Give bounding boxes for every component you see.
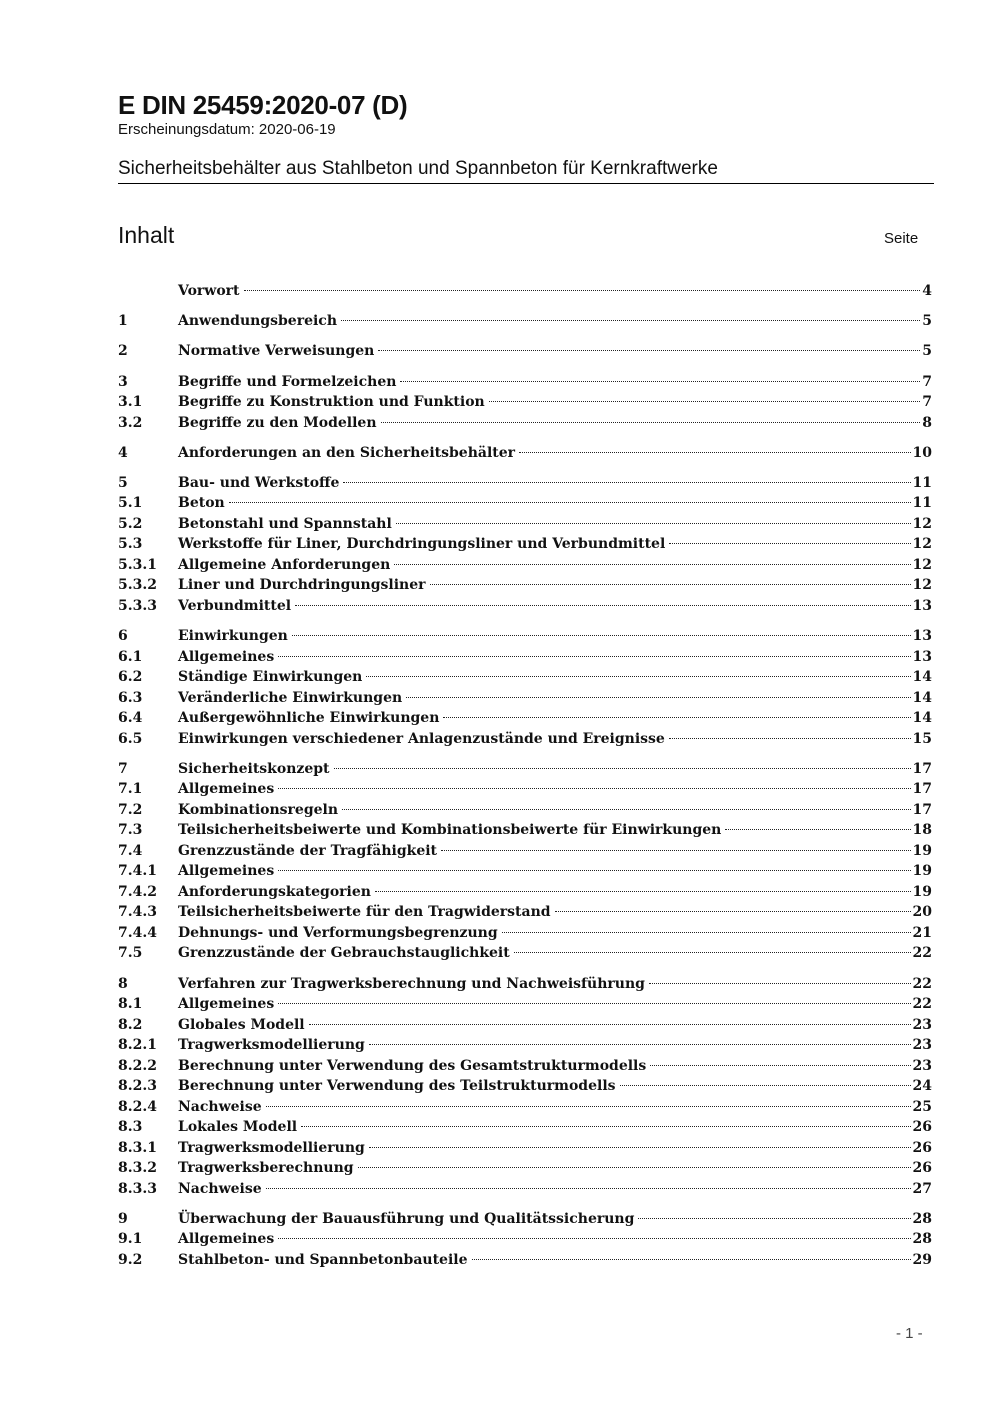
toc-entry-number: 4 (118, 444, 128, 461)
toc-entry[interactable] (118, 1250, 932, 1271)
toc-entry-title: Bau- und Werkstoffe (178, 474, 340, 491)
toc-entry-page: 23 (912, 1016, 932, 1033)
toc-entry-number: 5.3.1 (118, 556, 157, 573)
toc-entry-number: 6.4 (118, 710, 143, 727)
toc-entry-title: Einwirkungen (178, 628, 288, 645)
toc-entry-number: 7.4.4 (118, 924, 157, 941)
toc-entry-title: Nachweise (178, 1180, 262, 1197)
toc-entry-page: 14 (912, 689, 932, 706)
toc-dot-leader (334, 768, 911, 769)
toc-entry-page: 5 (922, 343, 932, 360)
toc-entry-page: 8 (922, 414, 932, 431)
toc-entry-page: 13 (912, 648, 932, 665)
toc-entry-page: 14 (912, 710, 932, 727)
toc-dot-leader (430, 584, 911, 585)
toc-entry[interactable] (118, 708, 932, 729)
toc-entry-title: Verbundmittel (178, 597, 292, 614)
toc-entry[interactable] (118, 779, 932, 800)
toc-entry-number: 8.2.4 (118, 1098, 157, 1115)
toc-entry-page: 14 (912, 669, 932, 686)
toc-entry[interactable] (118, 1158, 932, 1179)
toc-entry-title: Teilsicherheitsbeiwerte für den Tragwiderstand (178, 904, 551, 921)
toc-entry-number: 8.2.3 (118, 1078, 157, 1094)
toc-entry-title: Beton (178, 495, 225, 512)
toc-entry-number: 6.1 (118, 648, 143, 665)
toc-entry-page: 20 (912, 904, 932, 921)
toc-entry-title: Tragwerksmodellierung (178, 1037, 365, 1053)
toc-entry[interactable] (118, 1138, 932, 1159)
toc-entry-number: 5.1 (118, 495, 143, 512)
toc-entry-number: 3.1 (118, 394, 143, 411)
toc-entry[interactable] (118, 974, 932, 995)
toc-entry-page: 28 (912, 1231, 932, 1248)
toc-entry-title: Betonstahl und Spannstahl (178, 515, 392, 532)
toc-entry[interactable] (118, 555, 932, 576)
toc-entry[interactable] (118, 667, 932, 688)
toc-entry-number: 8.2.1 (118, 1037, 157, 1053)
toc-entry-number: 8.1 (118, 996, 143, 1012)
toc-entry-number: 7.4 (118, 842, 143, 859)
toc-entry-page: 17 (912, 801, 932, 818)
toc-entry-number: 8.2.2 (118, 1057, 157, 1074)
toc-entry-number: 8.3 (118, 1119, 143, 1135)
toc-entry-number: 3.2 (118, 414, 143, 431)
toc-dot-leader (366, 676, 910, 677)
toc-dot-leader (519, 452, 911, 453)
toc-entry-title: Veränderliche Einwirkungen (178, 689, 403, 706)
toc-entry[interactable] (118, 1076, 932, 1097)
toc-entry-page: 29 (912, 1251, 932, 1268)
toc-entry[interactable] (118, 1097, 932, 1118)
toc-entry[interactable] (118, 575, 932, 596)
toc-entry-number: 5.2 (118, 515, 143, 532)
toc-entry[interactable] (118, 534, 932, 555)
toc-dot-leader (472, 1259, 911, 1260)
toc-entry-page: 25 (912, 1098, 932, 1115)
toc-dot-leader (650, 1065, 910, 1066)
toc-entry-page: 13 (912, 597, 932, 614)
toc-dot-leader (369, 1147, 911, 1148)
toc-entry-page: 24 (912, 1078, 932, 1094)
toc-dot-leader (369, 1044, 911, 1045)
toc-entry-title: Allgemeines (178, 1231, 275, 1248)
toc-dot-leader (358, 1167, 911, 1168)
toc-entry-page: 15 (912, 730, 932, 747)
toc-entry-title: Begriffe und Formelzeichen (178, 373, 397, 390)
toc-dot-leader (620, 1085, 911, 1086)
toc-entry[interactable] (118, 943, 932, 964)
toc-entry-title: Tragwerksberechnung (178, 1160, 354, 1176)
toc-entry-number: 7.2 (118, 801, 143, 818)
toc-entry[interactable] (118, 1056, 932, 1077)
toc-entry[interactable] (118, 800, 932, 821)
toc-entry-page: 5 (922, 313, 932, 330)
toc-entry-title: Kombinationsregeln (178, 801, 339, 818)
toc-entry-page: 22 (912, 975, 932, 992)
toc-entry-number: 6 (118, 628, 128, 645)
toc-entry[interactable] (118, 841, 932, 862)
toc-entry-title: Verfahren zur Tragwerksberechnung und Nachweisführung (178, 975, 645, 992)
toc-dot-leader (343, 482, 910, 483)
toc-dot-leader (244, 290, 921, 291)
publication-date: Erscheinungsdatum: 2020-06-19 (118, 121, 336, 138)
toc-entry-number: 9.1 (118, 1231, 143, 1248)
toc-dot-leader (266, 1106, 911, 1107)
toc-dot-leader (378, 350, 920, 351)
toc-entry-title: Liner und Durchdringungsliner (178, 577, 426, 594)
toc-entry[interactable] (118, 514, 932, 535)
toc-entry-number: 7.5 (118, 945, 143, 962)
toc-entry-page: 21 (912, 924, 932, 941)
toc-entry[interactable] (118, 882, 932, 903)
document-id: E DIN 25459:2020-07 (D) (118, 90, 408, 120)
toc-dot-leader (394, 564, 910, 565)
toc-entry-title: Sicherheitskonzept (178, 760, 330, 777)
toc-entry-title: Vorwort (178, 283, 240, 299)
toc-entry-title: Berechnung unter Verwendung des Gesamtstrukturmodells (178, 1057, 647, 1074)
toc-entry-page: 12 (912, 536, 932, 553)
toc-entry-number: 6.3 (118, 689, 143, 706)
toc-entry-page: 27 (912, 1180, 932, 1197)
toc-dot-leader (278, 656, 910, 657)
toc-entry-number: 1 (118, 313, 128, 330)
toc-entry-page: 7 (922, 394, 932, 411)
toc-entry-title: Tragwerksmodellierung (178, 1139, 365, 1156)
toc-entry-title: Nachweise (178, 1098, 262, 1115)
toc-dot-leader (725, 829, 910, 830)
toc-entry-number: 8.3.3 (118, 1180, 157, 1197)
toc-entry[interactable] (118, 443, 932, 464)
toc-entry[interactable] (118, 759, 932, 780)
toc-entry-title: Teilsicherheitsbeiwerte und Kombinationsbeiwerte für Einwirkungen (178, 822, 722, 839)
toc-entry-number: 8.3.1 (118, 1139, 157, 1156)
toc-dot-leader (309, 1024, 911, 1025)
toc-entry[interactable] (118, 341, 932, 362)
toc-entry-number: 8 (118, 975, 128, 992)
toc-entry-number: 7 (118, 760, 128, 777)
toc-dot-leader (266, 1188, 911, 1189)
toc-entry[interactable] (118, 626, 932, 647)
toc-dot-leader (502, 932, 911, 933)
toc-entry[interactable] (118, 311, 932, 332)
toc-entry-number: 8.3.2 (118, 1160, 157, 1176)
toc-entry[interactable] (118, 729, 932, 750)
toc-entry[interactable] (118, 1117, 932, 1138)
table-of-contents (118, 281, 932, 1270)
toc-entry-page: 12 (912, 577, 932, 594)
toc-dot-leader (278, 1238, 910, 1239)
toc-entry-title: Außergewöhnliche Einwirkungen (178, 710, 440, 727)
toc-dot-leader (341, 320, 920, 321)
toc-entry-number: 5.3 (118, 536, 143, 553)
toc-entry-number: 5 (118, 474, 128, 491)
toc-entry-page: 12 (912, 556, 932, 573)
toc-entry-title: Stahlbeton- und Spannbetonbauteile (178, 1251, 468, 1268)
toc-dot-leader (375, 891, 911, 892)
toc-entry-page: 23 (912, 1057, 932, 1074)
toc-dot-leader (400, 381, 920, 382)
toc-entry-page: 22 (912, 996, 932, 1012)
toc-entry-number: 7.4.3 (118, 904, 157, 921)
toc-entry-number: 9.2 (118, 1251, 143, 1268)
toc-entry[interactable] (118, 902, 932, 923)
toc-entry-number: 3 (118, 373, 128, 390)
toc-entry[interactable] (118, 281, 932, 302)
toc-entry-title: Anforderungen an den Sicherheitsbehälter (178, 444, 516, 461)
toc-entry-title: Berechnung unter Verwendung des Teilstrukturmodells (178, 1078, 616, 1094)
toc-entry-title: Anwendungsbereich (178, 313, 337, 330)
toc-entry-title: Anforderungskategorien (178, 883, 371, 900)
toc-entry-page: 10 (912, 444, 932, 461)
toc-entry[interactable] (118, 596, 932, 617)
toc-dot-leader (292, 635, 911, 636)
toc-entry-page: 4 (922, 283, 932, 299)
toc-entry-title: Ständige Einwirkungen (178, 669, 363, 686)
toc-entry[interactable] (118, 392, 932, 413)
toc-entry-title: Globales Modell (178, 1016, 305, 1033)
toc-entry-title: Einwirkungen verschiedener Anlagenzustände und Ereignisse (178, 730, 665, 747)
toc-entry-title: Überwachung der Bauausführung und Qualitätssicherung (178, 1210, 635, 1227)
toc-entry-page: 28 (912, 1210, 932, 1227)
toc-entry-number: 7.4.1 (118, 863, 157, 880)
toc-entry-number: 7.1 (118, 781, 143, 798)
toc-entry-title: Normative Verweisungen (178, 343, 375, 360)
toc-entry-title: Allgemeines (178, 648, 275, 665)
toc-dot-leader (489, 401, 921, 402)
page-number: - 1 - (896, 1325, 923, 1342)
toc-entry[interactable] (118, 372, 932, 393)
toc-dot-leader (555, 911, 911, 912)
toc-dot-leader (441, 850, 910, 851)
toc-dot-leader (443, 717, 910, 718)
toc-dot-leader (669, 543, 910, 544)
toc-dot-leader (638, 1218, 910, 1219)
toc-entry[interactable] (118, 820, 932, 841)
toc-dot-leader (514, 952, 911, 953)
toc-entry-page: 18 (912, 822, 932, 839)
toc-dot-leader (669, 738, 911, 739)
toc-entry-page: 11 (912, 474, 932, 491)
toc-dot-leader (278, 788, 910, 789)
toc-entry-title: Begriffe zu den Modellen (178, 414, 377, 431)
toc-entry-page: 11 (912, 495, 932, 512)
toc-entry-page: 22 (912, 945, 932, 962)
toc-dot-leader (381, 422, 921, 423)
toc-entry[interactable] (118, 1209, 932, 1230)
toc-dot-leader (649, 983, 911, 984)
toc-entry-number: 6.2 (118, 669, 143, 686)
toc-entry[interactable] (118, 647, 932, 668)
toc-entry-title: Dehnungs- und Verformungsbegrenzung (178, 924, 498, 941)
toc-dot-leader (342, 809, 910, 810)
toc-heading: Inhalt (118, 222, 175, 248)
toc-entry-number: 5.3.2 (118, 577, 157, 594)
toc-dot-leader (396, 523, 911, 524)
toc-entry-page: 17 (912, 760, 932, 777)
toc-entry[interactable] (118, 688, 932, 709)
toc-entry-number: 6.5 (118, 730, 143, 747)
toc-entry-page: 26 (912, 1119, 932, 1135)
toc-entry-page: 23 (912, 1037, 932, 1053)
toc-entry-number: 9 (118, 1210, 128, 1227)
toc-entry-page: 17 (912, 781, 932, 798)
toc-entry-title: Grenzzustände der Gebrauchstauglichkeit (178, 945, 510, 962)
toc-entry-title: Begriffe zu Konstruktion und Funktion (178, 394, 485, 411)
toc-entry-page: 26 (912, 1160, 932, 1176)
toc-entry[interactable] (118, 413, 932, 434)
toc-dot-leader (278, 1003, 910, 1004)
toc-entry-number: 7.4.2 (118, 883, 157, 900)
toc-entry[interactable] (118, 923, 932, 944)
toc-entry-title: Lokales Modell (178, 1119, 298, 1135)
toc-dot-leader (301, 1126, 910, 1127)
toc-entry-page: 19 (912, 863, 932, 880)
toc-entry[interactable] (118, 493, 932, 514)
toc-dot-leader (278, 870, 910, 871)
toc-entry-page: 19 (912, 842, 932, 859)
toc-entry-title: Allgemeine Anforderungen (178, 556, 391, 573)
toc-entry-number: 2 (118, 343, 128, 360)
toc-entry-title: Allgemeines (178, 996, 275, 1012)
toc-entry-page: 26 (912, 1139, 932, 1156)
toc-entry[interactable] (118, 861, 932, 882)
toc-entry[interactable] (118, 1035, 932, 1056)
toc-entry-number: 5.3.3 (118, 597, 157, 614)
toc-entry-page: 12 (912, 515, 932, 532)
toc-entry[interactable] (118, 473, 932, 494)
toc-entry-number: 8.2 (118, 1016, 143, 1033)
toc-dot-leader (229, 502, 911, 503)
toc-dot-leader (295, 605, 910, 606)
toc-entry-title: Grenzzustände der Tragfähigkeit (178, 842, 438, 859)
toc-entry-title: Werkstoffe für Liner, Durchdringungsliner und Verbundmittel (178, 536, 666, 553)
toc-entry-page: 7 (922, 373, 932, 390)
toc-entry-number: 7.3 (118, 822, 143, 839)
toc-entry-title: Allgemeines (178, 863, 275, 880)
title-divider (118, 183, 934, 184)
toc-dot-leader (406, 697, 910, 698)
toc-entry-page: 13 (912, 628, 932, 645)
toc-entry[interactable] (118, 1229, 932, 1250)
toc-entry-title: Allgemeines (178, 781, 275, 798)
toc-entry[interactable] (118, 1015, 932, 1036)
toc-entry[interactable] (118, 994, 932, 1015)
toc-page-column-label: Seite (884, 230, 919, 247)
document-title: Sicherheitsbehälter aus Stahlbeton und Spannbeton für Kernkraftwerke (118, 158, 718, 179)
toc-entry[interactable] (118, 1179, 932, 1200)
toc-entry-page: 19 (912, 883, 932, 900)
